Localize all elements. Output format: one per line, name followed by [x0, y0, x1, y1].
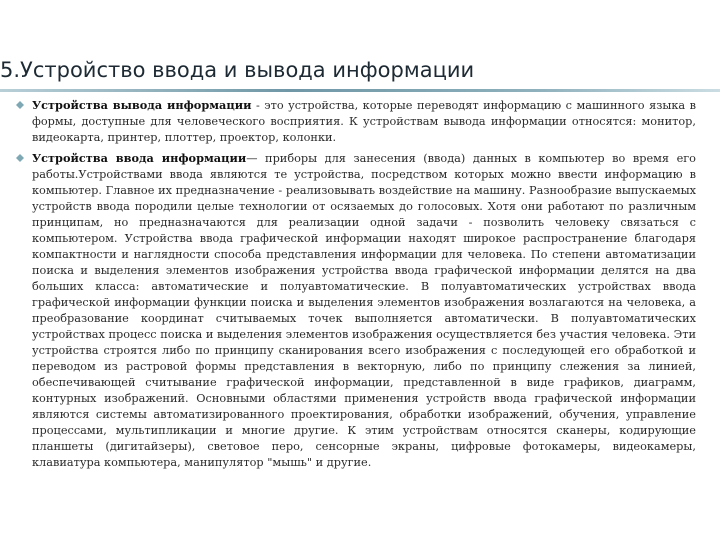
bullet-input-devices: [16, 150, 696, 471]
title-underline: [0, 89, 720, 92]
slide-content: [16, 97, 696, 471]
bullet-text: - это устройства, которые переводят информацию с машинного языка в формы, доступные для человеческого восприятия. К устройствам вывода информации относятся: монитор, видеокарта, принтер, плоттер, проектор, колонки.: [32, 99, 696, 144]
bullet-term: Устройства ввода информации: [32, 151, 247, 165]
bullet-diamond-icon: [16, 101, 24, 109]
bullet-term: Устройства вывода информации: [32, 98, 252, 112]
bullet-text: — приборы для занесения (ввода) данных в компьютер во время его работы.Устройствами ввода являются те устройства, посредством которых можно ввести информацию в компьютер. Главное их предназначение - реализовывать воздействие на машину. Разнообразие выпускаемых устройств ввода породили целые технологии от осязаемых до голосовых. Хотя они работают по различным принципам, но предназначаются для реализации одной задачи - позволить человеку связаться с компьютером. Устройства ввода графической информации находят широкое распространение благодаря компактности и наглядности способа представления информации для человека. По степени автоматизации поиска и выделения элементов изображения устройства ввода графической информации делятся на два больших класса: автоматические и полуавтоматические. В полуавтоматических устройствах ввода графической информации функции поиска и выделения элементов изображения возлагаются на человека, а преобразование координат считываемых точек выполняется автоматически. В полуавтоматических устройствах процесс поиска и выделения элементов изображения осуществляется без участия человека. Эти устройства строятся либо по принципу сканирования всего изображения с последующей его обработкой и переводом из растровой формы представления в векторную, либо по принципу слежения за линией, обеспечивающей считывание графической информации, представленной в виде графиков, диаграмм, контурных изображений. Основными областями применения устройств ввода графической информации являются системы автоматизированного проектирования, обработки изображений, обучения, управление процессами, мультипликации и многие другие. К этим устройствам относятся сканеры, кодирующие планшеты (дигитайзеры), световое перо, сенсорные экраны, цифровые фотокамеры, видеокамеры, клавиатура компьютера, манипулятор "мышь" и другие.: [32, 152, 696, 469]
bullet-diamond-icon: [16, 154, 24, 162]
bullet-output-devices: [16, 97, 696, 146]
slide-title: 5.Устройство ввода и вывода информации: [0, 58, 475, 82]
